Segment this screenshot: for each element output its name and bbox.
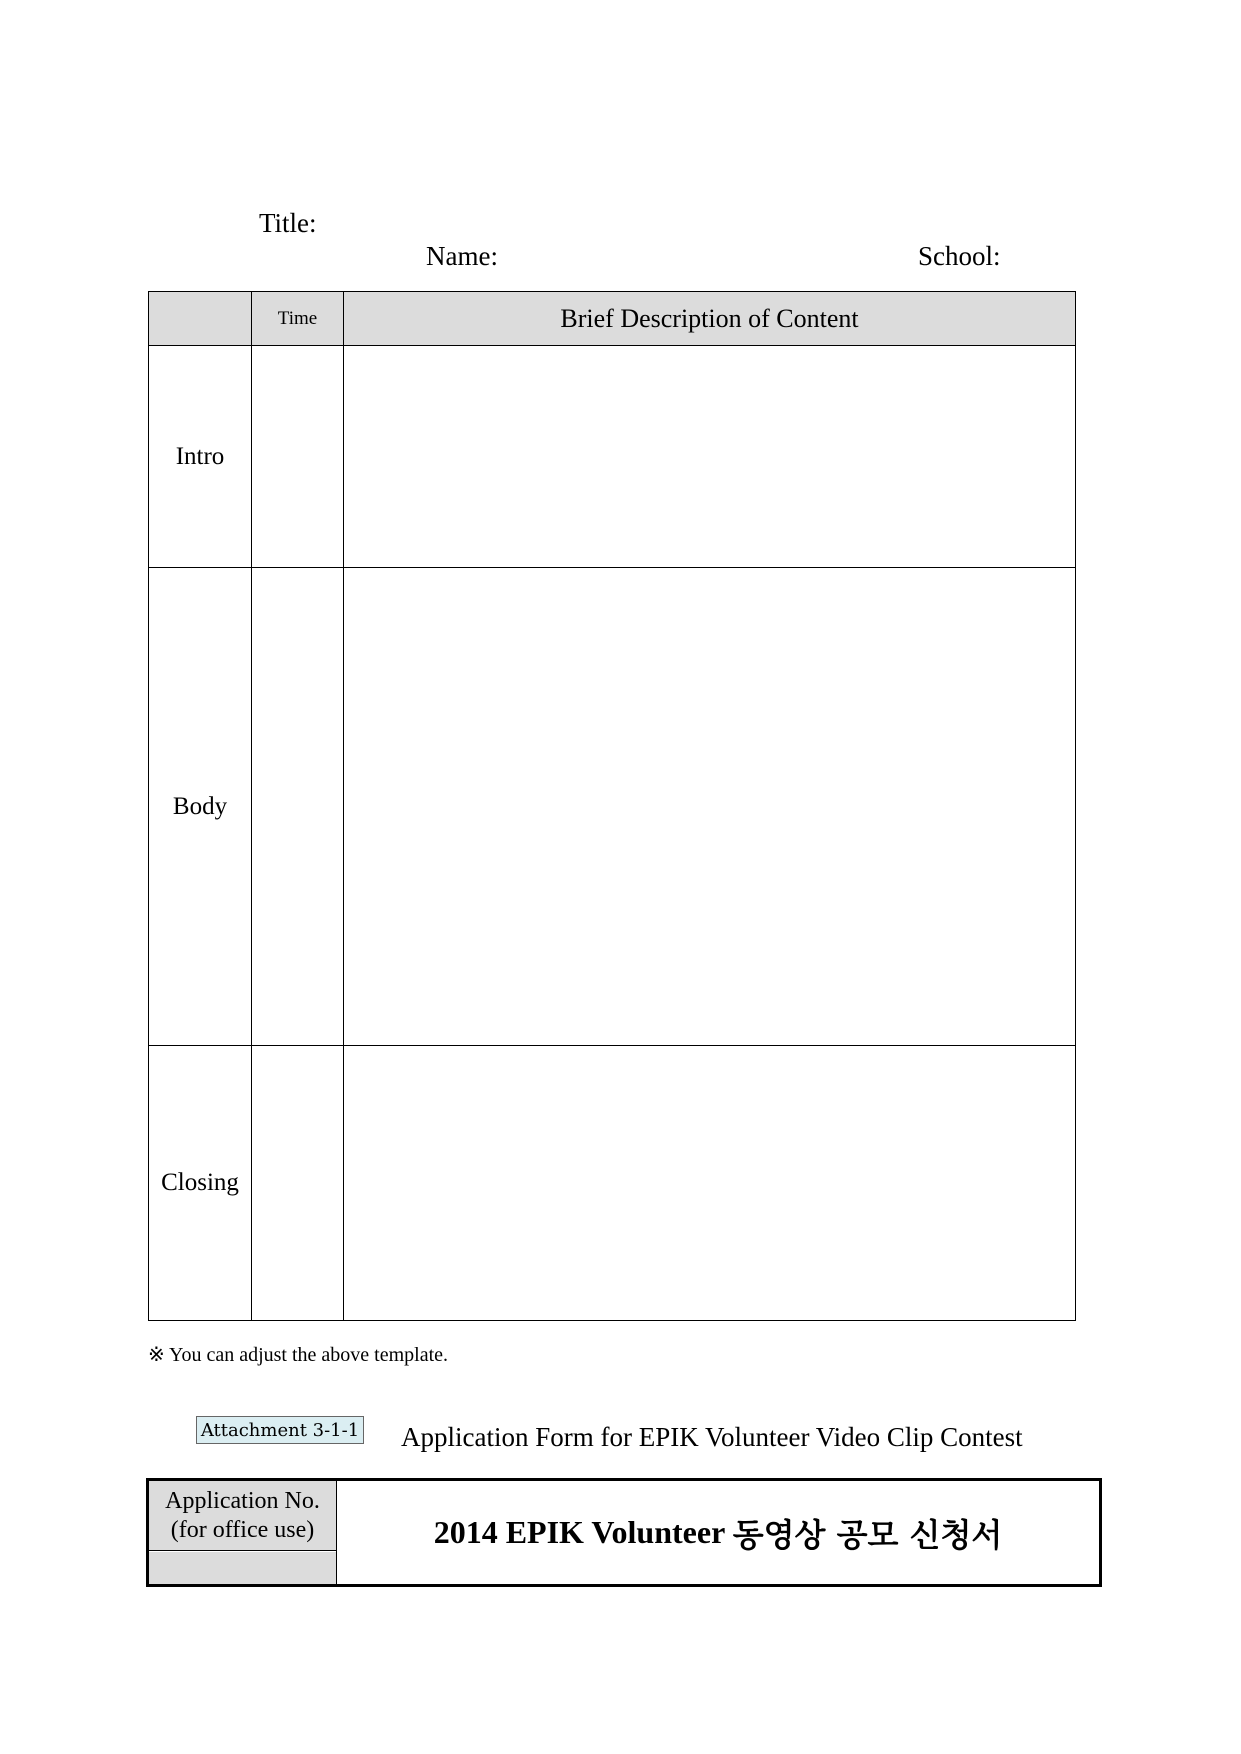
header-cell-section [149,292,252,346]
application-heading [337,1481,1099,1584]
outline-table [148,291,1076,1321]
form-title: Application Form for EPIK Volunteer Video Clip Contest [401,1422,1023,1452]
table-row [149,568,1076,1046]
description-cell-intro[interactable] [344,346,1076,568]
application-number-column [149,1481,337,1584]
section-label-intro: Intro [149,346,252,568]
attachment-tag: Attachment 3-1-1 [196,1416,364,1444]
table-row [149,1046,1076,1321]
title-label: Title: [259,208,317,238]
time-cell-intro[interactable] [252,346,344,568]
school-label: School: [918,241,1001,271]
application-number-label-line1: Application No. [165,1488,320,1514]
application-box [146,1478,1102,1587]
application-number-label-line2: (for office use) [170,1517,315,1543]
template-note: ※ You can adjust the above template. [148,1344,449,1366]
application-number-label [149,1481,336,1551]
application-number-field[interactable] [149,1552,336,1584]
description-cell-body[interactable] [344,568,1076,1046]
section-label-body: Body [149,568,252,1046]
outline-header-row [149,292,1076,346]
name-label: Name: [426,241,498,271]
time-cell-body[interactable] [252,568,344,1046]
header-cell-time: Time [252,292,344,346]
application-heading-ko: 동영상 공모 신청서 [732,1515,1003,1554]
table-row [149,346,1076,568]
section-label-closing: Closing [149,1046,252,1321]
header-cell-description: Brief Description of Content [344,292,1076,346]
description-cell-closing[interactable] [344,1046,1076,1321]
time-cell-closing[interactable] [252,1046,344,1321]
application-heading-en: 2014 EPIK Volunteer [433,1514,733,1550]
